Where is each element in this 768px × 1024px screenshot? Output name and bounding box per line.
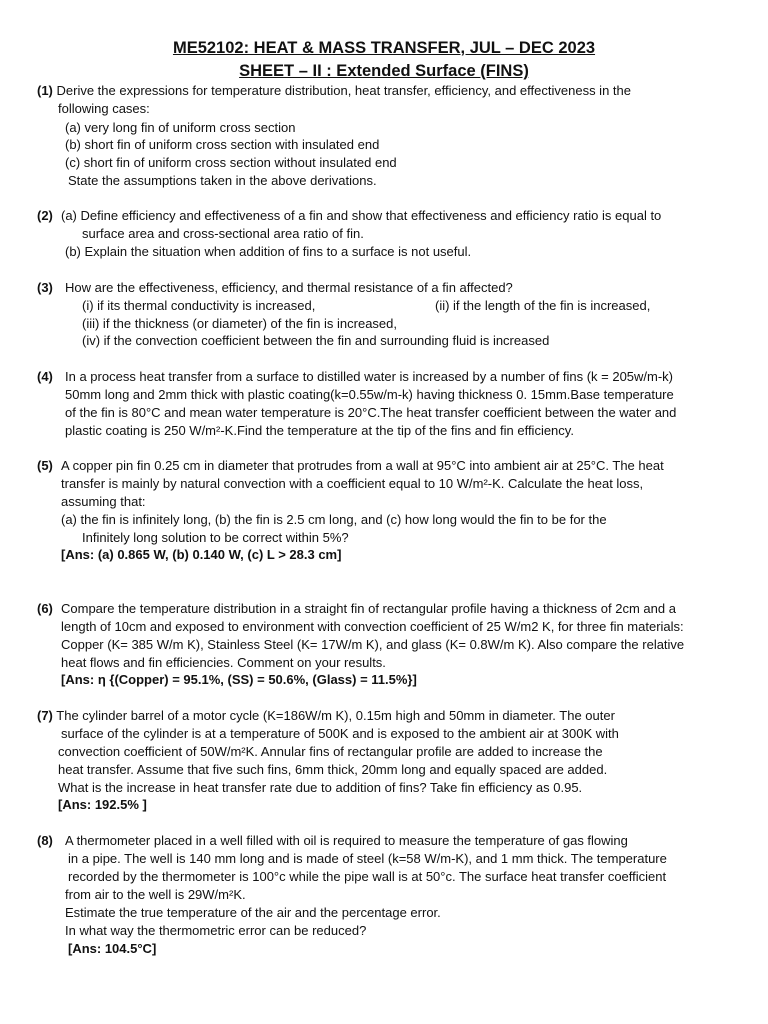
question-text: In what way the thermometric error can be reduced?: [65, 923, 367, 938]
question-text: convection coefficient of 50W/m²K. Annular fins of rectangular profile are added to increase the: [58, 744, 603, 759]
question-text: surface of the cylinder is at a temperature of 500K and is exposed to the ambient air at 300K with: [61, 726, 619, 741]
question-number: (4): [37, 369, 53, 384]
question-text: What is the increase in heat transfer rate due to addition of fins? Take fin efficiency as 0.95.: [58, 780, 583, 795]
question-text: length of 10cm and exposed to environment with convection coefficient of 25 W/m2 K, for three fin materials:: [61, 619, 684, 634]
question-text: Infinitely long solution to be correct within 5%?: [82, 530, 349, 545]
question-number: (1): [37, 83, 53, 98]
answer-text: [Ans: η {(Copper) = 95.1%, (SS) = 50.6%, (Glass) = 11.5%}]: [61, 672, 417, 687]
course-title: ME52102: HEAT & MASS TRANSFER, JUL – DEC 2023: [172, 39, 596, 57]
question-text: in a pipe. The well is 140 mm long and is made of steel (k=58 W/m-K), and 1 mm thick. The temperature: [68, 851, 667, 866]
question-text: Copper (K= 385 W/m K), Stainless Steel (K= 17W/m K), and glass (K= 0.8W/m K). Also compare the relative: [61, 637, 685, 652]
question-text: Estimate the true temperature of the air and the percentage error.: [65, 905, 441, 920]
question-text: In a process heat transfer from a surface to distilled water is increased by a number of fins (k = 205w/m-k): [65, 369, 674, 384]
question-text: heat transfer. Assume that five such fins, 6mm thick, 20mm long and equally spaced are added.: [58, 762, 608, 777]
question-text: (a) very long fin of uniform cross section: [65, 120, 296, 135]
question-number: (7): [37, 708, 53, 723]
question-text: (ii) if the length of the fin is increased,: [435, 298, 651, 313]
question-text: (b) short fin of uniform cross section with insulated end: [65, 137, 380, 152]
question-text: (iii) if the thickness (or diameter) of the fin is increased,: [82, 316, 398, 331]
question-text: recorded by the thermometer is 100°c while the pipe wall is at 50°c. The surface heat transfer coefficient: [68, 869, 667, 884]
question-number: (5): [37, 458, 53, 473]
answer-text: [Ans: 192.5% ]: [58, 797, 147, 812]
question-text: from air to the well is 29W/m²K.: [65, 887, 246, 902]
question-text: 50mm long and 2mm thick with plastic coating(k=0.55w/m-k) having thickness 0. 15mm.Base temperature: [65, 387, 674, 402]
question-number: (3): [37, 280, 53, 295]
question-text: (iv) if the convection coefficient between the fin and surrounding fluid is increased: [82, 333, 550, 348]
question-text: A thermometer placed in a well filled with oil is required to measure the temperature of gas flowing: [65, 833, 628, 848]
question-number: (8): [37, 833, 53, 848]
answer-text: [Ans: 104.5°C]: [68, 941, 157, 956]
question-text: transfer is mainly by natural convection with a coefficient equal to 10 W/m²-K. Calculate the heat loss,: [61, 476, 644, 491]
question-text: following cases:: [58, 101, 150, 116]
sheet-title: SHEET – II : Extended Surface (FINS): [239, 62, 529, 80]
question-text: The cylinder barrel of a motor cycle (K=186W/m K), 0.15m high and 50mm in diameter. The outer: [52, 708, 615, 723]
question-text: A copper pin fin 0.25 cm in diameter that protrudes from a wall at 95°C into ambient air at 25°C. The heat: [61, 458, 664, 473]
question-text: assuming that:: [61, 494, 146, 509]
question-text: surface area and cross-sectional area ratio of fin.: [82, 226, 364, 241]
question-text: (a) Define efficiency and effectiveness of a fin and show that effectiveness and efficiency ratio is equal to: [61, 208, 662, 223]
question-text: State the assumptions taken in the above derivations.: [68, 173, 377, 188]
question-text: Derive the expressions for temperature distribution, heat transfer, efficiency, and effectiveness in the: [52, 83, 631, 98]
question-text: Compare the temperature distribution in a straight fin of rectangular profile having a thickness of 2cm and a: [61, 601, 676, 616]
question-text: heat flows and fin efficiencies. Comment on your results.: [61, 655, 386, 670]
question-text: plastic coating is 250 W/m²-K.Find the temperature at the tip of the fins and fin efficiency.: [65, 423, 574, 438]
question-text: (a) the fin is infinitely long, (b) the fin is 2.5 cm long, and (c) how long would the fin to be for the: [61, 512, 607, 527]
question-number: (2): [37, 208, 53, 223]
question-text: (b) Explain the situation when addition of fins to a surface is not useful.: [65, 244, 472, 259]
question-text: (c) short fin of uniform cross section without insulated end: [65, 155, 397, 170]
question-number: (6): [37, 601, 53, 616]
question-text: of the fin is 80°C and mean water temperature is 20°C.The heat transfer coefficient between the water and: [65, 405, 677, 420]
question-text: How are the effectiveness, efficiency, and thermal resistance of a fin affected?: [65, 280, 513, 295]
question-text: (i) if its thermal conductivity is increased,: [82, 298, 316, 313]
answer-text: [Ans: (a) 0.865 W, (b) 0.140 W, (c) L > 28.3 cm]: [61, 547, 342, 562]
